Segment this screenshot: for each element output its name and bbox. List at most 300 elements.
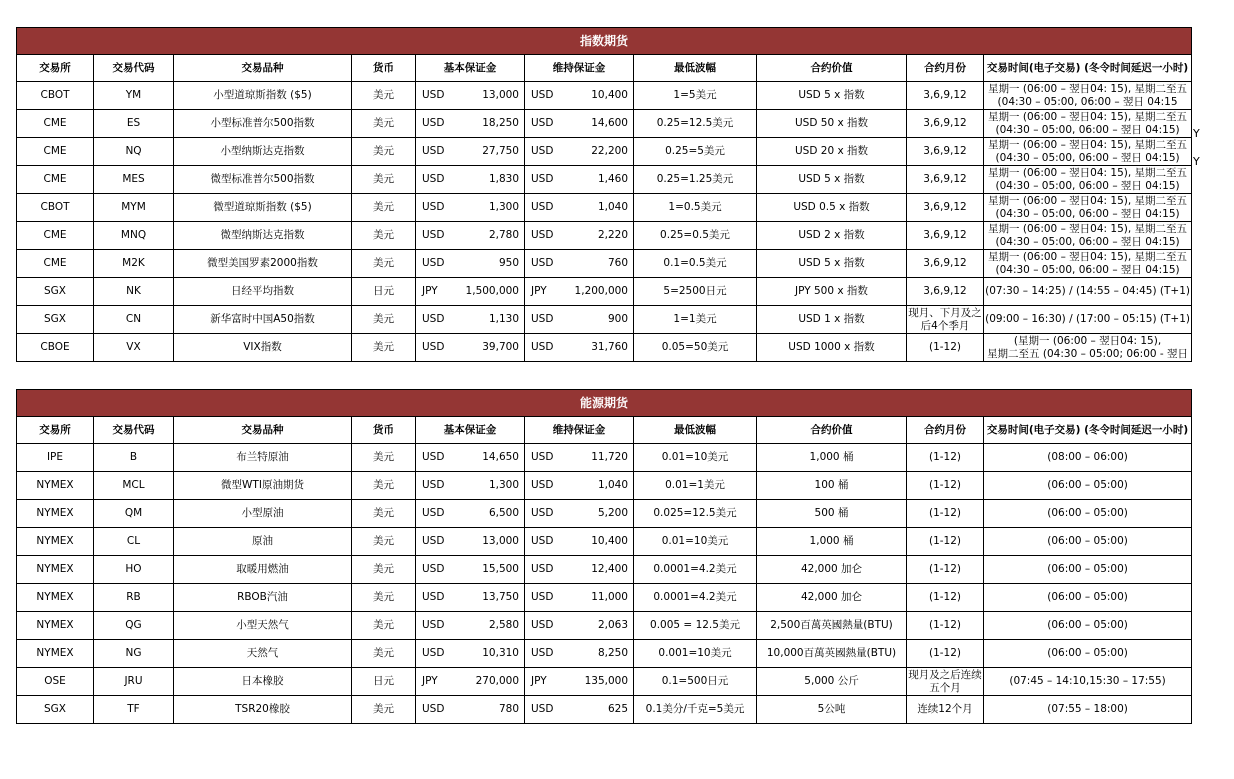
code-cell: NQ: [94, 138, 174, 166]
product-cell: 天然气: [174, 640, 352, 668]
trading-hours-line: (04:30 – 05:00, 06:00 – 翌日 04:15): [995, 123, 1180, 136]
exchange-cell: OSE: [17, 668, 94, 696]
margin-amount: 13,750: [482, 591, 519, 603]
trading-hours-line: (04:30 – 05:00, 06:00 – 翌日 04:15): [995, 179, 1180, 192]
tick-cell: 0.25=12.5美元: [634, 110, 757, 138]
code-cell: JRU: [94, 668, 174, 696]
table-title: 能源期货: [17, 390, 1192, 417]
margin-amount: 11,720: [591, 451, 628, 463]
currency-cell: 美元: [352, 612, 416, 640]
margin-currency: USD: [531, 591, 554, 603]
contract-months-cell: 3,6,9,12: [907, 278, 984, 306]
product-cell: VIX指数: [174, 334, 352, 362]
currency-cell: 美元: [352, 500, 416, 528]
margin-currency: USD: [422, 479, 445, 491]
exchange-cell: NYMEX: [17, 528, 94, 556]
header-row: [17, 417, 1192, 444]
tick-cell: 0.005 = 12.5美元: [634, 612, 757, 640]
exchange-cell: CME: [17, 166, 94, 194]
column-header: 交易所: [17, 55, 94, 82]
margin-currency: USD: [422, 201, 445, 213]
code-cell: CN: [94, 306, 174, 334]
initial-margin-cell: [416, 696, 525, 724]
contract-value-cell: 2,500百萬英國熱量(BTU): [757, 612, 907, 640]
margin-amount: 18,250: [482, 117, 519, 129]
tick-cell: 0.01=10美元: [634, 528, 757, 556]
margin-amount: 270,000: [475, 675, 519, 687]
table-row: [17, 528, 1192, 556]
trading-hours-cell: [984, 528, 1192, 556]
margin-currency: USD: [422, 313, 445, 325]
trading-hours-line: 星期一 (06:00 – 翌日04: 15), 星期二至五: [988, 138, 1188, 151]
product-cell: 微型WTI原油期货: [174, 472, 352, 500]
trading-hours-line: (06:00 – 05:00): [1047, 591, 1128, 603]
margin-amount: 1,300: [488, 479, 519, 491]
contract-months-cell: (1-12): [907, 472, 984, 500]
contract-months-cell: (1-12): [907, 612, 984, 640]
contract-months-cell: (1-12): [907, 528, 984, 556]
maintenance-margin-cell: [525, 500, 634, 528]
contract-value-cell: 5公吨: [757, 696, 907, 724]
table-row: [17, 250, 1192, 278]
exchange-cell: CME: [17, 222, 94, 250]
margin-currency: USD: [422, 619, 445, 631]
margin-currency: USD: [531, 451, 554, 463]
code-cell: MES: [94, 166, 174, 194]
currency-cell: 美元: [352, 222, 416, 250]
table-row: [17, 556, 1192, 584]
trading-hours-line: 星期一 (06:00 – 翌日04: 15), 星期二至五: [988, 110, 1188, 123]
initial-margin-cell: [416, 584, 525, 612]
margin-currency: USD: [531, 535, 554, 547]
table-row: [17, 222, 1192, 250]
product-cell: 取暖用燃油: [174, 556, 352, 584]
currency-cell: 日元: [352, 278, 416, 306]
trading-hours-line: 星期一 (06:00 – 翌日04: 15), 星期二至五: [988, 166, 1188, 179]
margin-amount: 1,040: [597, 201, 628, 213]
column-header: 交易时间(电子交易) (冬令时间延迟一小时): [984, 417, 1192, 444]
margin-currency: USD: [422, 647, 445, 659]
trading-hours-cell: [984, 278, 1192, 306]
maintenance-margin-cell: [525, 250, 634, 278]
contract-months-cell: 3,6,9,12: [907, 82, 984, 110]
margin-currency: USD: [531, 479, 554, 491]
trading-hours-cell: [984, 306, 1192, 334]
contract-value-cell: USD 50 x 指数: [757, 110, 907, 138]
side-mark: Y: [1193, 155, 1200, 168]
trading-hours-line: (06:00 – 05:00): [1047, 563, 1128, 575]
column-header: 交易品种: [174, 55, 352, 82]
currency-cell: 美元: [352, 194, 416, 222]
trading-hours-line: (06:00 – 05:00): [1047, 619, 1128, 631]
margin-amount: 1,200,000: [574, 285, 628, 297]
trading-hours-cell: [984, 110, 1192, 138]
maintenance-margin-cell: [525, 556, 634, 584]
product-cell: 微型道琼斯指数 ($5): [174, 194, 352, 222]
tick-cell: 0.01=1美元: [634, 472, 757, 500]
trading-hours-cell: [984, 334, 1192, 362]
exchange-cell: NYMEX: [17, 640, 94, 668]
margin-currency: USD: [531, 145, 554, 157]
margin-currency: USD: [531, 229, 554, 241]
maintenance-margin-cell: [525, 444, 634, 472]
contract-value-cell: USD 1000 x 指数: [757, 334, 907, 362]
margin-currency: USD: [422, 535, 445, 547]
contract-months-cell: 连续12个月: [907, 696, 984, 724]
exchange-cell: IPE: [17, 444, 94, 472]
tick-cell: 0.1美分/千克=5美元: [634, 696, 757, 724]
code-cell: TF: [94, 696, 174, 724]
table-row: [17, 306, 1192, 334]
header-row: [17, 55, 1192, 82]
contract-months-cell: (1-12): [907, 334, 984, 362]
column-header: 最低波幅: [634, 417, 757, 444]
contract-value-cell: USD 2 x 指数: [757, 222, 907, 250]
code-cell: HO: [94, 556, 174, 584]
code-cell: QM: [94, 500, 174, 528]
column-header: 交易时间(电子交易) (冬令时间延迟一小时): [984, 55, 1192, 82]
margin-amount: 22,200: [591, 145, 628, 157]
code-cell: B: [94, 444, 174, 472]
margin-currency: USD: [531, 117, 554, 129]
tick-cell: 1=1美元: [634, 306, 757, 334]
currency-cell: 美元: [352, 640, 416, 668]
exchange-cell: CME: [17, 138, 94, 166]
margin-currency: USD: [531, 647, 554, 659]
initial-margin-cell: [416, 166, 525, 194]
code-cell: VX: [94, 334, 174, 362]
exchange-cell: NYMEX: [17, 584, 94, 612]
trading-hours-cell: [984, 640, 1192, 668]
exchange-cell: NYMEX: [17, 612, 94, 640]
margin-currency: USD: [422, 703, 445, 715]
currency-cell: 美元: [352, 82, 416, 110]
exchange-cell: NYMEX: [17, 556, 94, 584]
table-row: [17, 194, 1192, 222]
margin-amount: 950: [498, 257, 519, 269]
tick-cell: 0.01=10美元: [634, 444, 757, 472]
margin-amount: 39,700: [482, 341, 519, 353]
margin-amount: 10,400: [591, 89, 628, 101]
product-cell: 新华富时中国A50指数: [174, 306, 352, 334]
contract-value-cell: USD 5 x 指数: [757, 250, 907, 278]
margin-amount: 10,310: [482, 647, 519, 659]
tick-cell: 0.25=5美元: [634, 138, 757, 166]
contract-value-cell: 10,000百萬英國熱量(BTU): [757, 640, 907, 668]
table-row: [17, 472, 1192, 500]
code-cell: CL: [94, 528, 174, 556]
code-cell: M2K: [94, 250, 174, 278]
margin-amount: 14,650: [482, 451, 519, 463]
margin-amount: 13,000: [482, 535, 519, 547]
code-cell: NK: [94, 278, 174, 306]
initial-margin-cell: [416, 250, 525, 278]
currency-cell: 美元: [352, 696, 416, 724]
maintenance-margin-cell: [525, 640, 634, 668]
table-row: [17, 82, 1192, 110]
maintenance-margin-cell: [525, 110, 634, 138]
margin-amount: 780: [498, 703, 519, 715]
trading-hours-line: (07:55 – 18:00): [1047, 703, 1128, 715]
contract-months-cell: 3,6,9,12: [907, 222, 984, 250]
trading-hours-line: (07:30 – 14:25) / (14:55 – 04:45) (T+1): [985, 285, 1191, 297]
table-row: [17, 138, 1192, 166]
trading-hours-line: (07:45 – 14:10,15:30 – 17:55): [1009, 675, 1166, 687]
table-row: [17, 612, 1192, 640]
column-header: 最低波幅: [634, 55, 757, 82]
margin-currency: USD: [531, 89, 554, 101]
currency-cell: 美元: [352, 334, 416, 362]
maintenance-margin-cell: [525, 584, 634, 612]
initial-margin-cell: [416, 110, 525, 138]
table-row: [17, 640, 1192, 668]
initial-margin-cell: [416, 500, 525, 528]
margin-amount: 1,830: [488, 173, 519, 185]
table-row: [17, 668, 1192, 696]
product-cell: TSR20橡胶: [174, 696, 352, 724]
margin-currency: USD: [531, 341, 554, 353]
margin-currency: USD: [422, 563, 445, 575]
trading-hours-cell: [984, 166, 1192, 194]
maintenance-margin-cell: [525, 138, 634, 166]
product-cell: 原油: [174, 528, 352, 556]
trading-hours-cell: [984, 138, 1192, 166]
initial-margin-cell: [416, 82, 525, 110]
margin-currency: USD: [422, 257, 445, 269]
index-futures-table: [16, 27, 1191, 362]
table-title-row: [17, 390, 1192, 417]
maintenance-margin-cell: [525, 166, 634, 194]
table-row: [17, 166, 1192, 194]
code-cell: MYM: [94, 194, 174, 222]
code-cell: RB: [94, 584, 174, 612]
currency-cell: 美元: [352, 166, 416, 194]
margin-currency: USD: [422, 591, 445, 603]
product-cell: 微型美国罗素2000指数: [174, 250, 352, 278]
currency-cell: 美元: [352, 250, 416, 278]
exchange-cell: SGX: [17, 306, 94, 334]
margin-amount: 625: [607, 703, 628, 715]
initial-margin-cell: [416, 472, 525, 500]
maintenance-margin-cell: [525, 306, 634, 334]
margin-currency: USD: [422, 507, 445, 519]
maintenance-margin-cell: [525, 472, 634, 500]
margin-amount: 10,400: [591, 535, 628, 547]
table-row: [17, 278, 1192, 306]
contract-value-cell: 1,000 桶: [757, 528, 907, 556]
contract-value-cell: 42,000 加仑: [757, 584, 907, 612]
contract-months-cell: 3,6,9,12: [907, 166, 984, 194]
margin-currency: USD: [531, 619, 554, 631]
margin-amount: 8,250: [597, 647, 628, 659]
margin-currency: USD: [531, 507, 554, 519]
initial-margin-cell: [416, 640, 525, 668]
table-row: [17, 444, 1192, 472]
trading-hours-line: (04:30 – 05:00, 06:00 – 翌日 04:15): [995, 235, 1180, 248]
exchange-cell: CBOT: [17, 82, 94, 110]
margin-currency: USD: [422, 451, 445, 463]
margin-currency: USD: [422, 229, 445, 241]
maintenance-margin-cell: [525, 194, 634, 222]
product-cell: 日本橡胶: [174, 668, 352, 696]
contract-months-cell: (1-12): [907, 640, 984, 668]
product-cell: 布兰特原油: [174, 444, 352, 472]
margin-amount: 6,500: [488, 507, 519, 519]
trading-hours-line: (06:00 – 05:00): [1047, 507, 1128, 519]
trading-hours-cell: [984, 584, 1192, 612]
tick-cell: 0.25=1.25美元: [634, 166, 757, 194]
exchange-cell: NYMEX: [17, 500, 94, 528]
margin-currency: USD: [531, 257, 554, 269]
contract-months-cell: 3,6,9,12: [907, 194, 984, 222]
trading-hours-cell: [984, 250, 1192, 278]
contract-value-cell: USD 0.5 x 指数: [757, 194, 907, 222]
margin-amount: 135,000: [584, 675, 628, 687]
trading-hours-line: (06:00 – 05:00): [1047, 647, 1128, 659]
margin-currency: USD: [531, 563, 554, 575]
currency-cell: 美元: [352, 528, 416, 556]
trading-hours-line: 星期一 (06:00 – 翌日04: 15), 星期二至五: [988, 82, 1188, 95]
maintenance-margin-cell: [525, 528, 634, 556]
margin-currency: USD: [531, 313, 554, 325]
contract-months-cell: (1-12): [907, 556, 984, 584]
exchange-cell: SGX: [17, 696, 94, 724]
product-cell: 小型道琼斯指数 ($5): [174, 82, 352, 110]
column-header: 交易所: [17, 417, 94, 444]
trading-hours-line: 星期一 (06:00 – 翌日04: 15), 星期二至五: [988, 222, 1188, 235]
code-cell: NG: [94, 640, 174, 668]
trading-hours-line: 星期一 (06:00 – 翌日04: 15), 星期二至五: [988, 194, 1188, 207]
tick-cell: 0.0001=4.2美元: [634, 556, 757, 584]
margin-currency: JPY: [531, 675, 547, 687]
exchange-cell: CME: [17, 110, 94, 138]
maintenance-margin-cell: [525, 222, 634, 250]
code-cell: MCL: [94, 472, 174, 500]
margin-amount: 1,460: [597, 173, 628, 185]
currency-cell: 美元: [352, 584, 416, 612]
contract-months-cell: 3,6,9,12: [907, 250, 984, 278]
tick-cell: 0.1=0.5美元: [634, 250, 757, 278]
initial-margin-cell: [416, 278, 525, 306]
initial-margin-cell: [416, 528, 525, 556]
contract-value-cell: USD 5 x 指数: [757, 82, 907, 110]
contract-months-cell: (1-12): [907, 444, 984, 472]
currency-cell: 美元: [352, 556, 416, 584]
tick-cell: 1=0.5美元: [634, 194, 757, 222]
tick-cell: 0.001=10美元: [634, 640, 757, 668]
margin-amount: 1,300: [488, 201, 519, 213]
trading-hours-line: (04:30 – 05:00, 06:00 – 翌日 04:15: [997, 95, 1178, 108]
initial-margin-cell: [416, 138, 525, 166]
maintenance-margin-cell: [525, 668, 634, 696]
margin-amount: 12,400: [591, 563, 628, 575]
column-header: 货币: [352, 417, 416, 444]
table-title: 指数期货: [17, 28, 1192, 55]
maintenance-margin-cell: [525, 696, 634, 724]
trading-hours-cell: [984, 556, 1192, 584]
column-header: 交易品种: [174, 417, 352, 444]
column-header: 交易代码: [94, 417, 174, 444]
currency-cell: 美元: [352, 110, 416, 138]
trading-hours-line: (04:30 – 05:00, 06:00 – 翌日 04:15): [995, 263, 1180, 276]
trading-hours-cell: [984, 668, 1192, 696]
contract-value-cell: USD 5 x 指数: [757, 166, 907, 194]
margin-currency: USD: [422, 117, 445, 129]
trading-hours-line: 星期二至五 (04:30 – 05:00; 06:00 - 翌日: [987, 347, 1189, 360]
column-header: 维持保证金: [525, 55, 634, 82]
margin-currency: USD: [422, 341, 445, 353]
table-title-row: [17, 28, 1192, 55]
tick-cell: 1=5美元: [634, 82, 757, 110]
maintenance-margin-cell: [525, 612, 634, 640]
margin-currency: USD: [531, 173, 554, 185]
contract-value-cell: 1,000 桶: [757, 444, 907, 472]
column-header: 货币: [352, 55, 416, 82]
product-cell: RBOB汽油: [174, 584, 352, 612]
currency-cell: 美元: [352, 472, 416, 500]
currency-cell: 美元: [352, 138, 416, 166]
tick-cell: 0.05=50美元: [634, 334, 757, 362]
margin-amount: 760: [607, 257, 628, 269]
initial-margin-cell: [416, 444, 525, 472]
product-cell: 小型纳斯达克指数: [174, 138, 352, 166]
maintenance-margin-cell: [525, 278, 634, 306]
exchange-cell: NYMEX: [17, 472, 94, 500]
contract-value-cell: USD 20 x 指数: [757, 138, 907, 166]
maintenance-margin-cell: [525, 334, 634, 362]
trading-hours-cell: [984, 696, 1192, 724]
margin-currency: USD: [531, 201, 554, 213]
exchange-cell: CME: [17, 250, 94, 278]
trading-hours-cell: [984, 222, 1192, 250]
margin-amount: 1,130: [488, 313, 519, 325]
energy-futures-table: [16, 389, 1191, 724]
currency-cell: 日元: [352, 668, 416, 696]
product-cell: 日经平均指数: [174, 278, 352, 306]
initial-margin-cell: [416, 194, 525, 222]
contract-value-cell: USD 1 x 指数: [757, 306, 907, 334]
column-header: 基本保证金: [416, 417, 525, 444]
trading-hours-cell: [984, 82, 1192, 110]
contract-months-cell: 现月及之后连续五个月: [908, 668, 982, 694]
trading-hours-line: (星期一 (06:00 – 翌日04: 15),: [1013, 334, 1162, 347]
trading-hours-cell: [984, 612, 1192, 640]
contract-value-cell: 100 桶: [757, 472, 907, 500]
margin-amount: 13,000: [482, 89, 519, 101]
table-row: [17, 500, 1192, 528]
currency-cell: 美元: [352, 444, 416, 472]
margin-currency: USD: [422, 145, 445, 157]
contract-months-cell: (1-12): [907, 500, 984, 528]
margin-currency: JPY: [531, 285, 547, 297]
code-cell: MNQ: [94, 222, 174, 250]
trading-hours-line: 星期一 (06:00 – 翌日04: 15), 星期二至五: [988, 250, 1188, 263]
product-cell: 微型标准普尔500指数: [174, 166, 352, 194]
contract-value-cell: 500 桶: [757, 500, 907, 528]
maintenance-margin-cell: [525, 82, 634, 110]
product-cell: 小型天然气: [174, 612, 352, 640]
code-cell: ES: [94, 110, 174, 138]
exchange-cell: CBOE: [17, 334, 94, 362]
contract-months-cell: (1-12): [907, 584, 984, 612]
trading-hours-line: (06:00 – 05:00): [1047, 479, 1128, 491]
contract-months-cell: 3,6,9,12: [907, 110, 984, 138]
margin-currency: USD: [531, 703, 554, 715]
initial-margin-cell: [416, 334, 525, 362]
column-header: 合约价值: [757, 417, 907, 444]
margin-amount: 15,500: [482, 563, 519, 575]
side-mark: Y: [1193, 127, 1200, 140]
